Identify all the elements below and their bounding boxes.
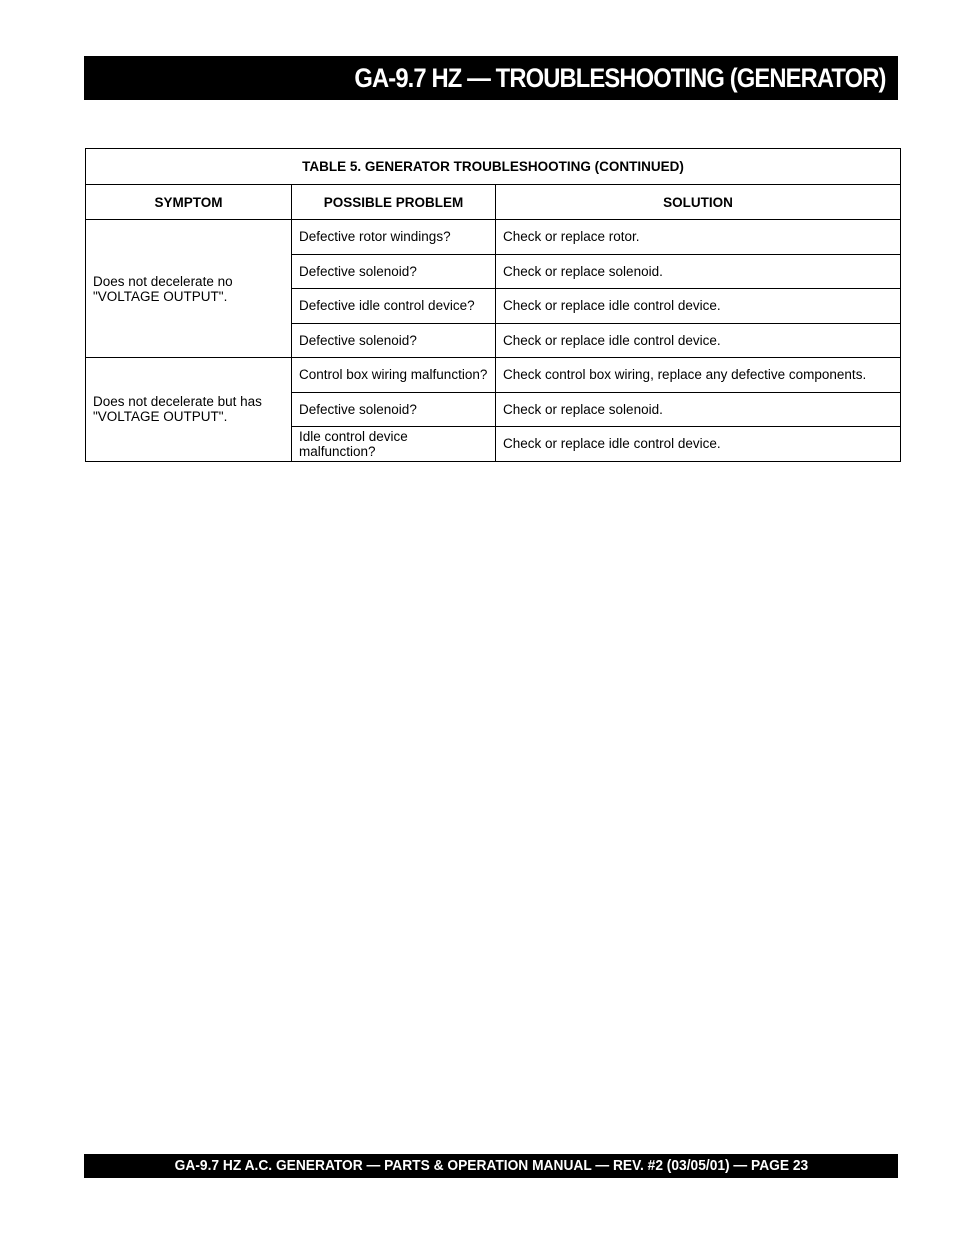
table-row <box>86 358 901 393</box>
page-footer <box>84 1154 898 1178</box>
column-header-solution: SOLUTION <box>496 185 901 220</box>
solution-cell: Check or replace idle control device. <box>496 289 901 324</box>
problem-cell: Defective idle control device? <box>292 289 496 324</box>
symptom-text: "VOLTAGE OUTPUT". <box>93 288 228 304</box>
solution-cell: Check control box wiring, replace any defective components. <box>496 358 901 393</box>
problem-cell: Control box wiring malfunction? <box>292 358 496 393</box>
solution-cell: Check or replace solenoid. <box>496 392 901 427</box>
footer-text: GA-9.7 HZ A.C. GENERATOR — PARTS & OPERATION MANUAL — REV. #2 (03/05/01) — PAGE 23 <box>174 1158 808 1174</box>
solution-cell: Check or replace rotor. <box>496 220 901 255</box>
problem-cell: Idle control device malfunction? <box>292 427 496 462</box>
symptom-cell <box>86 220 292 358</box>
troubleshooting-table <box>85 148 901 462</box>
symptom-cell <box>86 358 292 462</box>
symptom-text: Does not decelerate but has <box>93 394 262 410</box>
problem-cell: Defective solenoid? <box>292 323 496 358</box>
problem-cell: Defective rotor windings? <box>292 220 496 255</box>
symptom-text: Does not decelerate no <box>93 273 233 289</box>
table-row <box>86 220 901 255</box>
problem-cell: Defective solenoid? <box>292 254 496 289</box>
solution-cell: Check or replace solenoid. <box>496 254 901 289</box>
column-header-possible-problem: POSSIBLE PROBLEM <box>292 185 496 220</box>
problem-cell: Defective solenoid? <box>292 392 496 427</box>
solution-cell: Check or replace idle control device. <box>496 427 901 462</box>
symptom-text: "VOLTAGE OUTPUT". <box>93 409 228 425</box>
table-caption: TABLE 5. GENERATOR TROUBLESHOOTING (CONTINUED) <box>86 149 901 185</box>
solution-cell: Check or replace idle control device. <box>496 323 901 358</box>
column-header-symptom: SYMPTOM <box>86 185 292 220</box>
page-header <box>84 56 898 100</box>
page-title: GA-9.7 HZ — TROUBLESHOOTING (GENERATOR) <box>354 62 886 93</box>
